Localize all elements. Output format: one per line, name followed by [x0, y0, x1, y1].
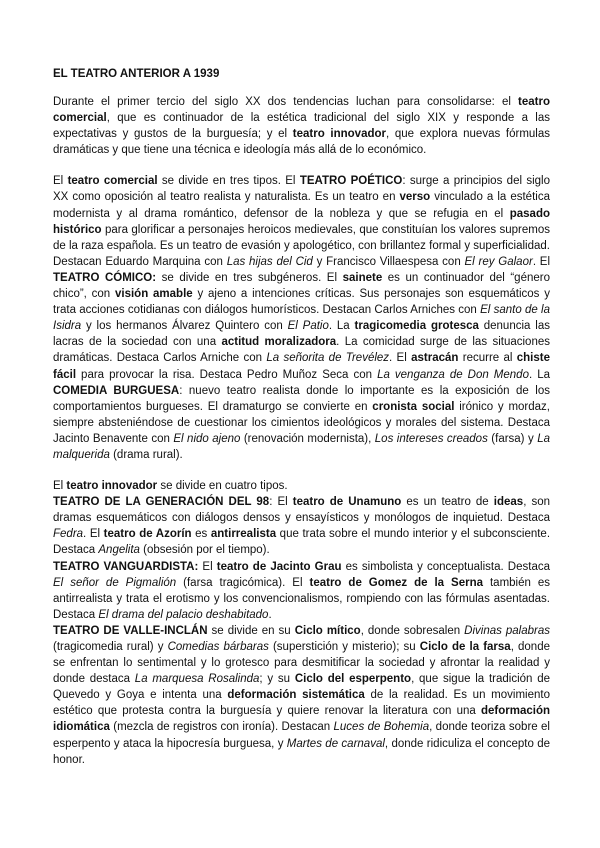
- text-run: y ajeno a intenciones críticas. Sus personajes son esquemáticos y trata acciones cotidianas con diálogos humorísticos. Destacan Carlos Arniches con: [53, 288, 550, 317]
- bold-term: teatro de Gomez de la Serna: [309, 576, 484, 589]
- text-run: , donde se enfrentan lo sentimental y lo grotesco para desmitificar la sociedad y afrontar la realidad y donde destaca: [53, 641, 550, 686]
- text-run: (drama rural).: [109, 448, 183, 461]
- bold-term: TEATRO CÓMICO:: [53, 271, 157, 284]
- text-run: El: [53, 480, 67, 493]
- bold-term: teatro de Jacinto Grau: [216, 560, 342, 573]
- text-run: , donde sobresalen: [360, 624, 465, 637]
- bold-term: TEATRO VANGUARDISTA:: [53, 560, 199, 573]
- work-title: El rey Galaor: [464, 255, 533, 268]
- bold-term: TEATRO DE VALLE-INCLÁN: [53, 624, 208, 637]
- work-title: Fedra: [53, 528, 84, 541]
- bold-term: Ciclo de la farsa: [419, 641, 511, 653]
- text-run: . La: [528, 368, 551, 381]
- bold-term: TEATRO POÉTICO: [299, 175, 403, 188]
- work-title: El señor de Pigmalión: [53, 576, 177, 589]
- text-run: para glorificar a personajes heroicos medievales, que constituían los valores supremos de la raza española. Es un teatro de evasión y apologético, con brillantez formal y superficialidad. Destacan Eduardo Marquina con: [53, 223, 550, 268]
- bold-term: ideas: [493, 496, 524, 509]
- text-run: que trata sobre el mundo interior y el subconsciente. Destaca: [53, 528, 551, 557]
- text-run: para provocar la risa. Destaca Pedro Muñoz Seca con: [76, 368, 378, 381]
- work-title: Divinas palabras: [464, 624, 550, 637]
- text-run: . El: [83, 528, 104, 541]
- text-run: ; y su: [259, 673, 295, 686]
- bold-term: Ciclo mítico: [294, 624, 361, 637]
- text-run: : nuevo teatro realista donde lo importante es la exposición de los comportamientos burgueses. El dramaturgo se convierte en: [53, 384, 550, 413]
- bold-term: actitud moralizadora: [221, 336, 337, 349]
- bold-term: Ciclo del esperpento: [294, 673, 412, 686]
- innovative-theater-intro: [53, 478, 550, 494]
- text-run: se divide en tres subgéneros. El: [156, 271, 343, 284]
- bold-term: teatro comercial: [67, 175, 158, 188]
- bold-term: tragicomedia grotesca: [354, 320, 479, 333]
- text-run: , donde ridiculiza el concepto de honor.: [53, 737, 550, 766]
- text-run: , que sigue la tradición de Quevedo y Goya e intenta una: [53, 673, 551, 702]
- text-run: y Francisco Villaespesa con: [312, 255, 465, 268]
- text-run: , que es continuador de la estética tradicional del siglo XIX y responde a las expectativas y gustos de la burguesía; y el: [53, 112, 550, 141]
- work-title: La marquesa Rosalinda: [134, 673, 260, 686]
- text-run: (farsa tragicómica). El: [176, 576, 310, 589]
- text-run: es: [191, 528, 211, 541]
- text-run: , que explora nuevas fórmulas dramáticas y que tiene una técnica e ideología más allá de lo económico.: [53, 128, 550, 157]
- valle-inclan-paragraph: [53, 623, 550, 768]
- text-run: vinculado a la estética modernista y al drama romántico, defensor de la nobleza y que se refugia en el: [53, 191, 550, 220]
- text-run: . El: [532, 255, 551, 268]
- text-run: (superstición y misterio); su: [268, 641, 420, 653]
- text-run: y los hermanos Álvarez Quintero con: [81, 320, 288, 333]
- intro-paragraph: [53, 94, 550, 158]
- text-run: se divide en tres tipos. El: [157, 175, 300, 188]
- bold-term: verso: [399, 191, 431, 204]
- bold-term: teatro de Unamuno: [292, 496, 402, 509]
- bold-term: teatro innovador: [292, 128, 386, 141]
- text-run: irónico y mordaz, siempre absteniéndose de cuestionar los cimientos ideológicos y morales del sistema. Destaca Jacinto Benavente con: [53, 400, 550, 445]
- work-title: Los intereses creados: [374, 432, 488, 445]
- text-run: . El: [389, 352, 412, 365]
- bold-term: cronista social: [372, 400, 455, 413]
- work-title: El santo de la Isidra: [53, 304, 550, 333]
- bold-term: visión amable: [115, 288, 193, 301]
- text-run: El: [198, 560, 217, 573]
- bold-term: teatro de Azorín: [103, 528, 192, 541]
- text-run: (tragicomedia rural) y: [53, 641, 168, 653]
- text-run: es un teatro de: [401, 496, 494, 509]
- bold-term: astracán: [411, 352, 459, 365]
- work-title: Martes de carnaval: [286, 737, 385, 750]
- work-title: La malquerida: [53, 432, 550, 461]
- bold-term: chiste fácil: [53, 352, 551, 381]
- text-run: . La comicidad surge de las situaciones dramáticas. Destaca Carlos Arniche con: [53, 336, 550, 365]
- generation-98-paragraph: [53, 494, 550, 558]
- work-title: El Patio: [287, 320, 329, 333]
- bold-term: COMEDIA BURGUESA: [53, 384, 180, 397]
- work-title: Luces de Bohemia: [333, 721, 430, 734]
- work-title: El drama del palacio deshabitado: [98, 608, 269, 621]
- text-run: recurre al: [458, 352, 517, 365]
- bold-term: sainete: [342, 271, 383, 284]
- work-title: Comedias bárbaras: [167, 641, 269, 653]
- bold-term: deformación idiomática: [53, 705, 550, 734]
- avant-garde-paragraph: [53, 559, 550, 623]
- document-title: EL TEATRO ANTERIOR A 1939: [53, 68, 220, 80]
- text-run: también es antirrealista y trata el erotismo y los convencionalismos, rompiendo con las fórmulas asentadas. Destaca: [53, 576, 551, 621]
- work-title: El nido ajeno: [173, 432, 241, 445]
- work-title: La señorita de Trevélez: [266, 352, 390, 365]
- bold-term: deformación sistemática: [227, 689, 365, 702]
- text-run: .: [268, 608, 272, 621]
- text-run: : El: [269, 496, 293, 509]
- bold-term: antirrealista: [210, 528, 277, 541]
- text-run: El: [53, 175, 68, 188]
- text-run: se divide en cuatro tipos.: [157, 480, 288, 493]
- text-run: . La: [328, 320, 355, 333]
- text-run: de la realidad. Es un movimiento estético que protesta contra la burguesía y quiere renovar la literatura con una: [53, 689, 550, 718]
- text-run: (farsa) y: [487, 432, 538, 445]
- bold-term: teatro innovador: [66, 480, 158, 493]
- bold-term: teatro comercial: [53, 96, 550, 125]
- text-run: se divide en su: [207, 624, 295, 637]
- text-run: es simbolista y conceptualista. Destaca: [341, 560, 550, 573]
- text-run: (obsesión por el tiempo).: [139, 544, 270, 557]
- text-run: , donde teoriza sobre el esperpento y ataca la hipocresía burguesa, y: [53, 721, 550, 750]
- text-run: (renovación modernista),: [240, 432, 375, 445]
- text-run: Durante el primer tercio del siglo XX dos tendencias luchan para consolidarse: el: [53, 96, 519, 108]
- text-run: (mezcla de registros con ironía). Destacan: [109, 721, 334, 734]
- text-run: es un continuador del “género chico”, con: [53, 271, 550, 301]
- work-title: Las hijas del Cid: [226, 255, 313, 268]
- bold-term: pasado histórico: [53, 207, 550, 236]
- commercial-theater-paragraph: [53, 173, 550, 463]
- work-title: Angelita: [98, 544, 140, 557]
- text-run: , son dramas esquemáticos con diálogos densos y ensayísticos y monólogos de inquietud. Destaca: [53, 496, 551, 525]
- text-run: denuncia las lacras de la sociedad con una: [53, 320, 550, 349]
- work-title: La venganza de Don Mendo: [377, 368, 529, 381]
- bold-term: TEATRO DE LA GENERACIÓN DEL 98: [53, 496, 270, 509]
- text-run: : surge a principios del siglo XX como oposición al teatro realista y naturalista. Es un teatro en: [53, 175, 551, 204]
